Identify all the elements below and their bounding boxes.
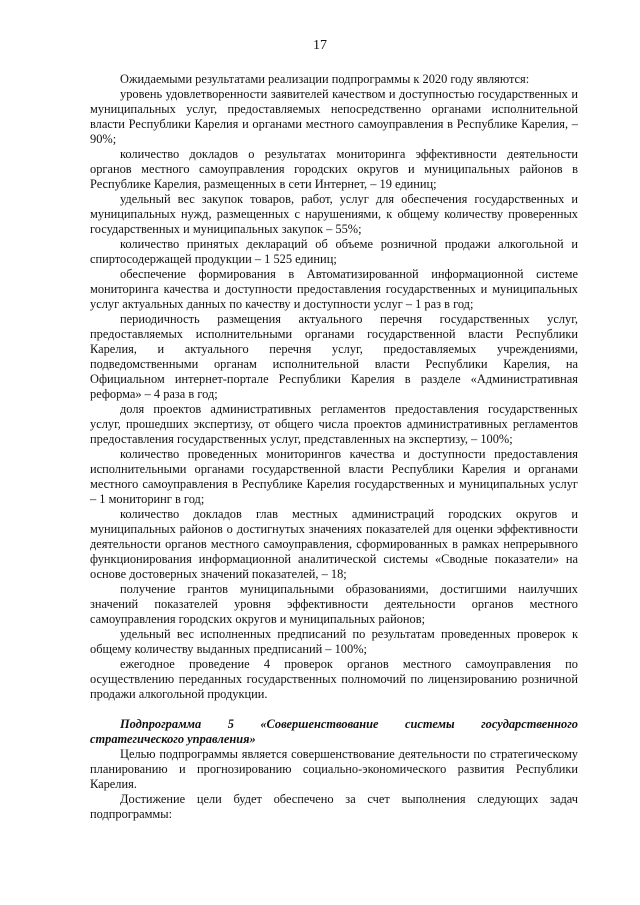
paragraph: получение грантов муниципальными образованиями, достигшими наилучших значений показателей уровня эффективности деятельности органов местного самоуправления городских округов и муниципальных районов; (90, 582, 578, 626)
paragraph: Достижение цели будет обеспечено за счет выполнения следующих задач подпрограммы: (90, 792, 578, 821)
paragraph: периодичность размещения актуального перечня государственных услуг, предоставляемых исполнительными органами государственной власти Республики Карелия, и актуального перечня услуг, предоставляемых учреждениями, подведомственными органам исполнительной власти Республики Карелия, на Официальном интернет-портале Республики Карелия в разделе «Административная реформа» – 4 раза в год; (90, 312, 578, 401)
paragraph: Целью подпрограммы является совершенствование деятельности по стратегическому планированию и прогнозированию социально-экономического развития Республики Карелия. (90, 747, 578, 791)
paragraph: количество докладов о результатах мониторинга эффективности деятельности органов местного самоуправления городских округов и муниципальных районов в Республике Карелия, размещенных в сети Интернет, – 19 единиц; (90, 147, 578, 191)
paragraph: количество проведенных мониторингов качества и доступности предоставления исполнительными органами государственной власти Республики Карелия и органами местного самоуправления в Республике Карелия государственных и муниципальных услуг – 1 мониторинг в год; (90, 447, 578, 506)
paragraph: обеспечение формирования в Автоматизированной информационной системе мониторинга качества и доступности предоставления государственных и муниципальных услуг актуальных данных по качеству и доступности услуг – 1 раз в год; (90, 267, 578, 311)
paragraph: уровень удовлетворенности заявителей качеством и доступностью государственных и муниципальных услуг, предоставляемых непосредственно органами исполнительной власти Республики Карелия и органами местного самоуправления в Республике Карелия, – 90%; (90, 87, 578, 146)
paragraph: доля проектов административных регламентов предоставления государственных услуг, прошедших экспертизу, от общего числа проектов административных регламентов предоставления государственных услуг, представленных на экспертизу, – 100%; (90, 402, 578, 446)
paragraph: количество принятых деклараций об объеме розничной продажи алкогольной и спиртосодержащей продукции – 1 525 единиц; (90, 237, 578, 266)
document-body (90, 72, 578, 822)
subprogram-heading: Подпрограмма 5 «Совершенствование системы государственного стратегического управления» (90, 717, 578, 746)
paragraph: удельный вес исполненных предписаний по результатам проведенных проверок к общему количеству выданных предписаний – 100%; (90, 627, 578, 656)
paragraph: ежегодное проведение 4 проверок органов местного самоуправления по осуществлению переданных государственных полномочий по лицензированию розничной продажи алкогольной продукции. (90, 657, 578, 701)
paragraph: удельный вес закупок товаров, работ, услуг для обеспечения государственных и муниципальных нужд, размещенных с нарушениями, к общему количеству проверенных государственных и муниципальных закупок – 55%; (90, 192, 578, 236)
paragraph: количество докладов глав местных администраций городских округов и муниципальных районов о достигнутых значениях показателей для оценки эффективности деятельности органов местного самоуправления, сформированных в рамках непрерывного функционирования информационной аналитической системы «Сводные показатели» на основе достоверных значений показателей, – 18; (90, 507, 578, 581)
paragraph: Ожидаемыми результатами реализации подпрограммы к 2020 году являются: (120, 72, 530, 86)
page-number: 17 (313, 38, 327, 53)
